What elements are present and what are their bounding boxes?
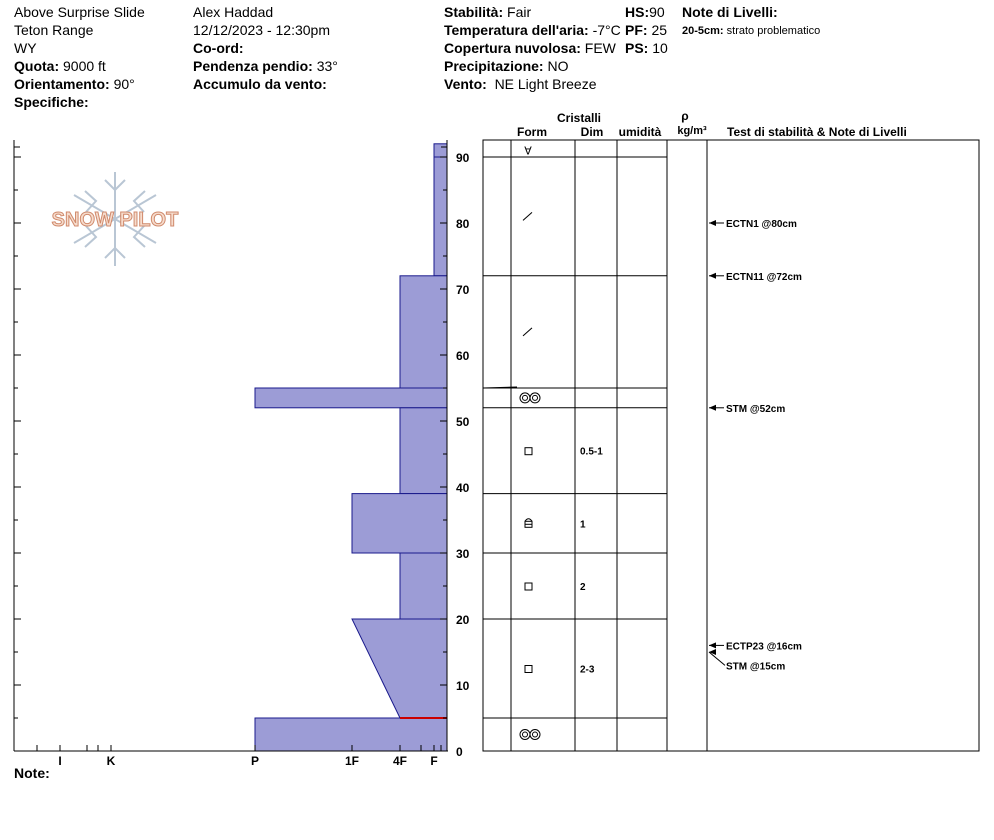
hardness-bar-2: [400, 276, 447, 388]
hardness-scale-labels: [58, 754, 437, 768]
crystal-size-6: 2: [580, 582, 586, 593]
crystal-df-icon: [523, 328, 532, 336]
hardness-bar-1: [434, 157, 447, 276]
depth-label-10: 10: [456, 679, 470, 693]
df-stroke: [523, 212, 532, 220]
depth-label-20: 20: [456, 613, 470, 627]
layer-notes-title-text: Note di Livelli:: [682, 4, 778, 20]
test-label-0: ECTN1 @80cm: [726, 219, 797, 230]
density-unit-header: kg/m³: [677, 125, 707, 137]
aspect-value: 90°: [113, 76, 135, 92]
wind-loading-label: Accumulo da vento:: [193, 76, 327, 92]
pp-glyph: ∀: [524, 145, 532, 158]
hardness-label-K: K: [106, 754, 116, 768]
crystal-size-4: 0.5-1: [580, 446, 603, 458]
test-arrow-shaft-4: [709, 652, 725, 665]
fc-square: [525, 448, 532, 455]
precip-label: Precipitazione:: [444, 58, 544, 74]
observer-name: Alex Haddad: [193, 4, 274, 20]
crystal-marks: [520, 145, 603, 739]
ps-label: PS:: [625, 40, 649, 56]
pf-value: 25: [651, 22, 668, 38]
wind-label: Vento:: [444, 76, 487, 92]
sky-label: Copertura nuvolosa:: [444, 40, 581, 56]
test-0: [709, 219, 797, 230]
depth-axis-labels: [456, 151, 470, 759]
mf-circle-a: [520, 393, 530, 403]
profile-table: [483, 140, 979, 751]
test-1: [709, 272, 802, 283]
ps-value: 10: [652, 40, 668, 56]
depth-label-70: 70: [456, 283, 470, 297]
depth-label-60: 60: [456, 349, 470, 363]
depth-label-0: 0: [456, 745, 463, 759]
depth-label-80: 80: [456, 217, 470, 231]
mf-circle-b: [530, 730, 540, 740]
specifics-label: Specifiche:: [14, 94, 89, 110]
air-temp-value: -7°C: [592, 22, 621, 38]
test-arrow-head-0: [709, 220, 716, 226]
test-label-1: ECTN11 @72cm: [726, 271, 802, 283]
test-2: [709, 404, 785, 415]
slope-value: 33°: [316, 58, 338, 74]
table-frame: [483, 140, 979, 751]
snowpilot-logo: [52, 172, 179, 266]
form-header: Form: [517, 125, 547, 139]
elevation-value: 9000 ft: [63, 58, 106, 74]
table-column-headers: [517, 109, 907, 139]
slope-label: Pendenza pendio:: [193, 58, 313, 74]
layer-note-range: 20-5cm:: [682, 25, 724, 37]
mf-circle-b: [530, 393, 540, 403]
depth-label-40: 40: [456, 481, 470, 495]
hardness-bar-4: [400, 408, 447, 494]
fc-square: [525, 583, 532, 590]
hs-value: 90: [649, 4, 665, 20]
test-label-4: STM @15cm: [726, 661, 786, 673]
test-marks: [709, 219, 802, 672]
hardness-label-I: I: [58, 754, 62, 768]
pf-label: PF:: [625, 22, 648, 38]
coord-label: Co-ord:: [193, 40, 244, 56]
crystal-mf-icon: [520, 393, 540, 403]
depth-label-90: 90: [456, 151, 470, 165]
test-arrow-head-1: [709, 273, 716, 279]
hardness-bar-5: [352, 494, 447, 553]
range-name: Teton Range: [14, 22, 94, 38]
wind-value: NE Light Breeze: [494, 76, 597, 92]
depth-label-30: 30: [456, 547, 470, 561]
tests-header: Test di stabilità & Note di Livelli: [727, 125, 907, 139]
stability-label: Stabilità:: [444, 4, 504, 20]
logo-text: SNOW PILOT: [51, 209, 179, 231]
moisture-header: umidità: [618, 125, 662, 139]
crystal-pp-icon: [524, 145, 532, 157]
hardness-label-P: P: [250, 754, 260, 768]
layer-note-text: strato problematico: [726, 25, 821, 37]
hardness-bar-0: [434, 144, 447, 157]
crystal-size-5: 1: [580, 519, 586, 531]
crystal-fc-icon: [525, 666, 532, 673]
hardness-bar-7: [352, 619, 447, 718]
fc-square: [525, 666, 532, 673]
test-4: [709, 649, 785, 672]
notes-label: Note:: [14, 765, 50, 781]
test-arrow-head-4: [709, 649, 716, 655]
test-arrow-head-3: [709, 642, 716, 648]
crystals-header: Cristalli: [556, 111, 602, 125]
observation-datetime: 12/12/2023 - 12:30pm: [193, 22, 330, 38]
state-name: WY: [14, 40, 37, 56]
hardness-label-1F: 1F: [344, 754, 360, 768]
hardness-bar-8: [255, 718, 447, 751]
rho-header: ρ: [681, 109, 689, 123]
mf-circle-b-inner: [533, 395, 538, 400]
test-arrow-head-2: [709, 405, 716, 411]
sky-value: FEW: [584, 40, 616, 56]
crystal-size-7: 2-3: [580, 664, 595, 676]
crystal-fc-icon: [525, 583, 532, 590]
hardness-bar-3: [255, 388, 447, 408]
mf-circle-a: [520, 730, 530, 740]
test-label-3: ECTP23 @16cm: [726, 641, 802, 653]
air-temp-label: Temperatura dell'aria:: [444, 22, 589, 38]
size-header: Dim: [580, 125, 604, 139]
precip-value: NO: [547, 58, 569, 74]
hardness-bars: [255, 144, 447, 751]
crystal-fcxr-icon: [525, 519, 532, 528]
hardness-label-4F: 4F: [392, 754, 408, 768]
crystal-mf-icon: [520, 730, 540, 740]
crystal-fc-icon: [525, 448, 532, 455]
hardness-bar-6: [400, 553, 447, 619]
mf-circle-a-inner: [523, 732, 528, 737]
mf-circle-a-inner: [523, 395, 528, 400]
stability-value: Fair: [507, 4, 532, 20]
aspect-label: Orientamento:: [14, 76, 110, 92]
mf-circle-b-inner: [533, 732, 538, 737]
depth-label-50: 50: [456, 415, 470, 429]
test-3: [709, 641, 802, 652]
location-name: Above Surprise Slide: [14, 4, 145, 20]
test-label-2: STM @52cm: [726, 403, 786, 415]
df-stroke: [523, 328, 532, 336]
hardness-label-F: F: [430, 754, 438, 768]
elevation-label: Quota:: [14, 58, 60, 74]
hs-label: HS:: [625, 4, 650, 20]
crystal-df-icon: [523, 212, 532, 220]
